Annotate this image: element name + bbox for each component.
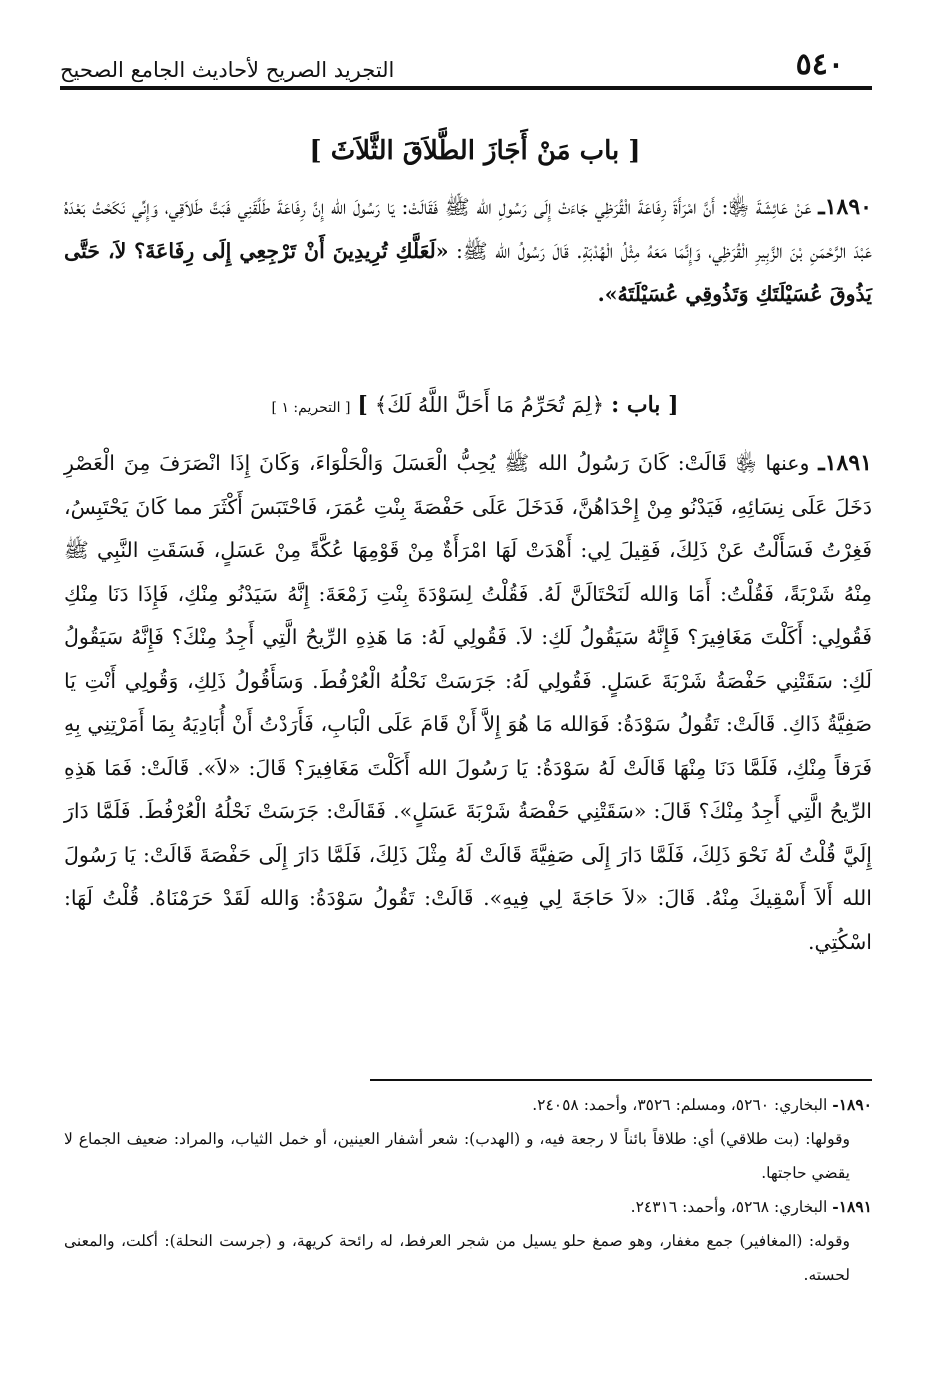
footnote [64,1224,872,1292]
hadith-paragraph [64,186,872,317]
hadith-quote: «لَعَلَّكِ تُرِيدِينَ أَنْ تَرْجِعِي إِلَى رِفَاعَةَ؟ لاَ، حَتَّى يَذُوقَ عُسَيْلَتَكِ وَتَذُوقِي عُسَيْلَتَهُ». [64,238,872,306]
header-rule [60,86,872,90]
footnote-text: وقولها: (بت طلاقي) أي: طلاقاً بائناً لا رجعة فيه، و (الهدب): شعر أشفار العينين، أو خمل الثياب، والمراد: ضعيف الجماع لا يقضي حاجتها. [64,1130,850,1182]
hadith-paragraph [64,442,872,964]
page-number: ٥٤٠ [795,47,844,82]
verse-reference: [ التحريم: ١ ] [271,400,351,416]
subsection-title [78,392,872,418]
footnote [64,1190,872,1224]
footnote-number: ١٨٩١- [832,1197,872,1216]
hadith-text: عَنْ عَائِشَةَ ﵂: أَنَّ امْرَأَةَ رِفَاعَةَ الْقُرَظِي جَاءَتْ إِلَى رَسُولِ الله ﷺ فَقَالَتْ: يَا رَسُولَ الله إِنَّ رِفَاعَةَ طَلَّقَنِي فَبَتَّ طَلاَقِي، وَإِنِّي نَكَحْتُ بَعْدَهُ عَبْدَ الرَّحْمَنِ بْنَ الزَّبِيرِ الْقُرَظِي، وَإِنَّمَا مَعَهُ مِثْلُ الْهُدْبَةِ. قَالَ رَسُولُ الله ﷺ: [64,195,873,263]
running-title: التجريد الصريح لأحاديث الجامع الصحيح [60,58,395,82]
footnote [64,1122,872,1190]
footnote-text: البخاري: ٥٢٦٨، وأحمد: ٢٤٣١٦. [630,1198,828,1216]
footnote-rule [370,1079,872,1081]
hadith-text: وعنها ﵂ قَالَتْ: كَانَ رَسُولُ الله ﷺ يُحِبُّ الْعَسَلَ وَالْحَلْوَاءَ، وَكَانَ إِذَا انْصَرَفَ مِنَ الْعَصْرِ دَخَلَ عَلَى نِسَائِهِ، فَيَدْنُو مِنْ إِحْدَاهُنَّ، فَدَخَلَ عَلَى حَفْصَةَ بِنْتِ عُمَرَ، فَاحْتَبَسَ أَكْثَرَ مما كَانَ يَحْتَبِسُ، فَغِرْتُ فَسَأَلْتُ عَنْ ذَلِكَ، فَقِيلَ لِي: أَهْدَتْ لَهَا امْرَأَةٌ مِنْ قَوْمِهَا عُكَّةً مِنْ عَسَلٍ، فَسَقَتِ النَّبِي ﷺ مِنْهُ شَرْبَةً، فَقُلْتُ: أَمَا وَالله لَنَحْتَالَنَّ لَهُ. فَقُلْتُ لِسَوْدَةَ بِنْتِ زَمْعَةَ: إِنَّهُ سَيَدْنُو مِنْكِ، فَإِذَا دَنَا مِنْكِ فَقُولِي: أَكَلْتَ مَغَافِيرَ؟ فَإِنَّهُ سَيَقُولُ لَكِ: لاَ. فَقُولِي لَهُ: مَا هَذِهِ الرِّيحُ الَّتِي أَجِدُ مِنْكَ؟ فَإِنَّهُ سَيَقُولُ لَكِ: سَقَتْنِي حَفْصَةُ شَرْبَةَ عَسَلٍ. فَقُولِي لَهُ: جَرَسَتْ نَحْلُهُ الْعُرْفُطَ. وَسَأَقُولُ ذَلِكِ، وَقُولِي أَنْتِ يَا صَفِيَّةُ ذَاكِ. قَالَتْ: تَقُولُ سَوْدَةُ: فَوَالله مَا هُوَ إِلاَّ أَنْ قَامَ عَلَى الْبَابِ، فَأَرَدْتُ أَنْ أُبَادِيَهُ بِمَا أَمَرْتِنِي بِهِ فَرَقاً مِنْكِ، فَلَمَّا دَنَا مِنْهَا قَالَتْ لَهُ سَوْدَةُ: يَا رَسُولَ الله أَكَلْتَ مَغَافِيرَ؟ قَالَ: «لاَ». قَالَتْ: فَمَا هَذِهِ الرِّيحُ الَّتِي أَجِدُ مِنْكَ؟ قَالَ: «سَقَتْنِي حَفْصَةُ شَرْبَةَ عَسَلٍ». فَقَالَتْ: جَرَسَتْ نَحْلُهُ الْعُرْفُطَ. فَلَمَّا دَارَ إِلَيَّ قُلْتُ لَهُ نَحْوَ ذَلِكَ، فَلَمَّا دَارَ إِلَى صَفِيَّةَ قَالَتْ لَهُ مِثْلَ ذَلِكَ، فَلَمَّا دَارَ إِلَى حَفْصَةَ قَالَتْ: يَا رَسُولَ الله أَلاَ أَسْقِيكَ مِنْهُ. قَالَ: «لاَ حَاجَةَ لِي فِيهِ». قَالَتْ: تَقُولُ سَوْدَةُ: وَالله لَقَدْ حَرَمْنَاهُ. قُلْتُ لَهَا: اسْكُتِي. [64,451,872,954]
hadith-number: ١٨٩٠ـ [818,194,872,220]
footnote [64,1088,872,1122]
subsection-prefix: [ باب : [611,392,679,418]
footnote-text: وقوله: (المغافير) جمع مغفار، وهو صمغ حلو يسيل من شجر العرفط، له رائحة كريهة، و (جرست النحلة): أكلت، والمعنى لحسته. [64,1232,850,1284]
footnote-text: البخاري: ٥٢٦٠، ومسلم: ٣٥٢٦، وأحمد: ٢٤٠٥٨. [532,1096,828,1114]
footnotes [64,1088,872,1292]
hadith-number: ١٨٩١ـ [818,450,872,476]
subsection-suffix: ] [357,392,368,418]
page-header [60,38,872,82]
quran-verse: ﴿لِمَ تُحَرِّمُ مَا أَحَلَّ اللَّهُ لَكَ﴾ [374,393,605,417]
footnote-number: ١٨٩٠- [832,1095,872,1114]
section-title: [ باب مَنْ أَجَازَ الطَّلاَقَ الثَّلاَثَ ] [309,136,641,166]
